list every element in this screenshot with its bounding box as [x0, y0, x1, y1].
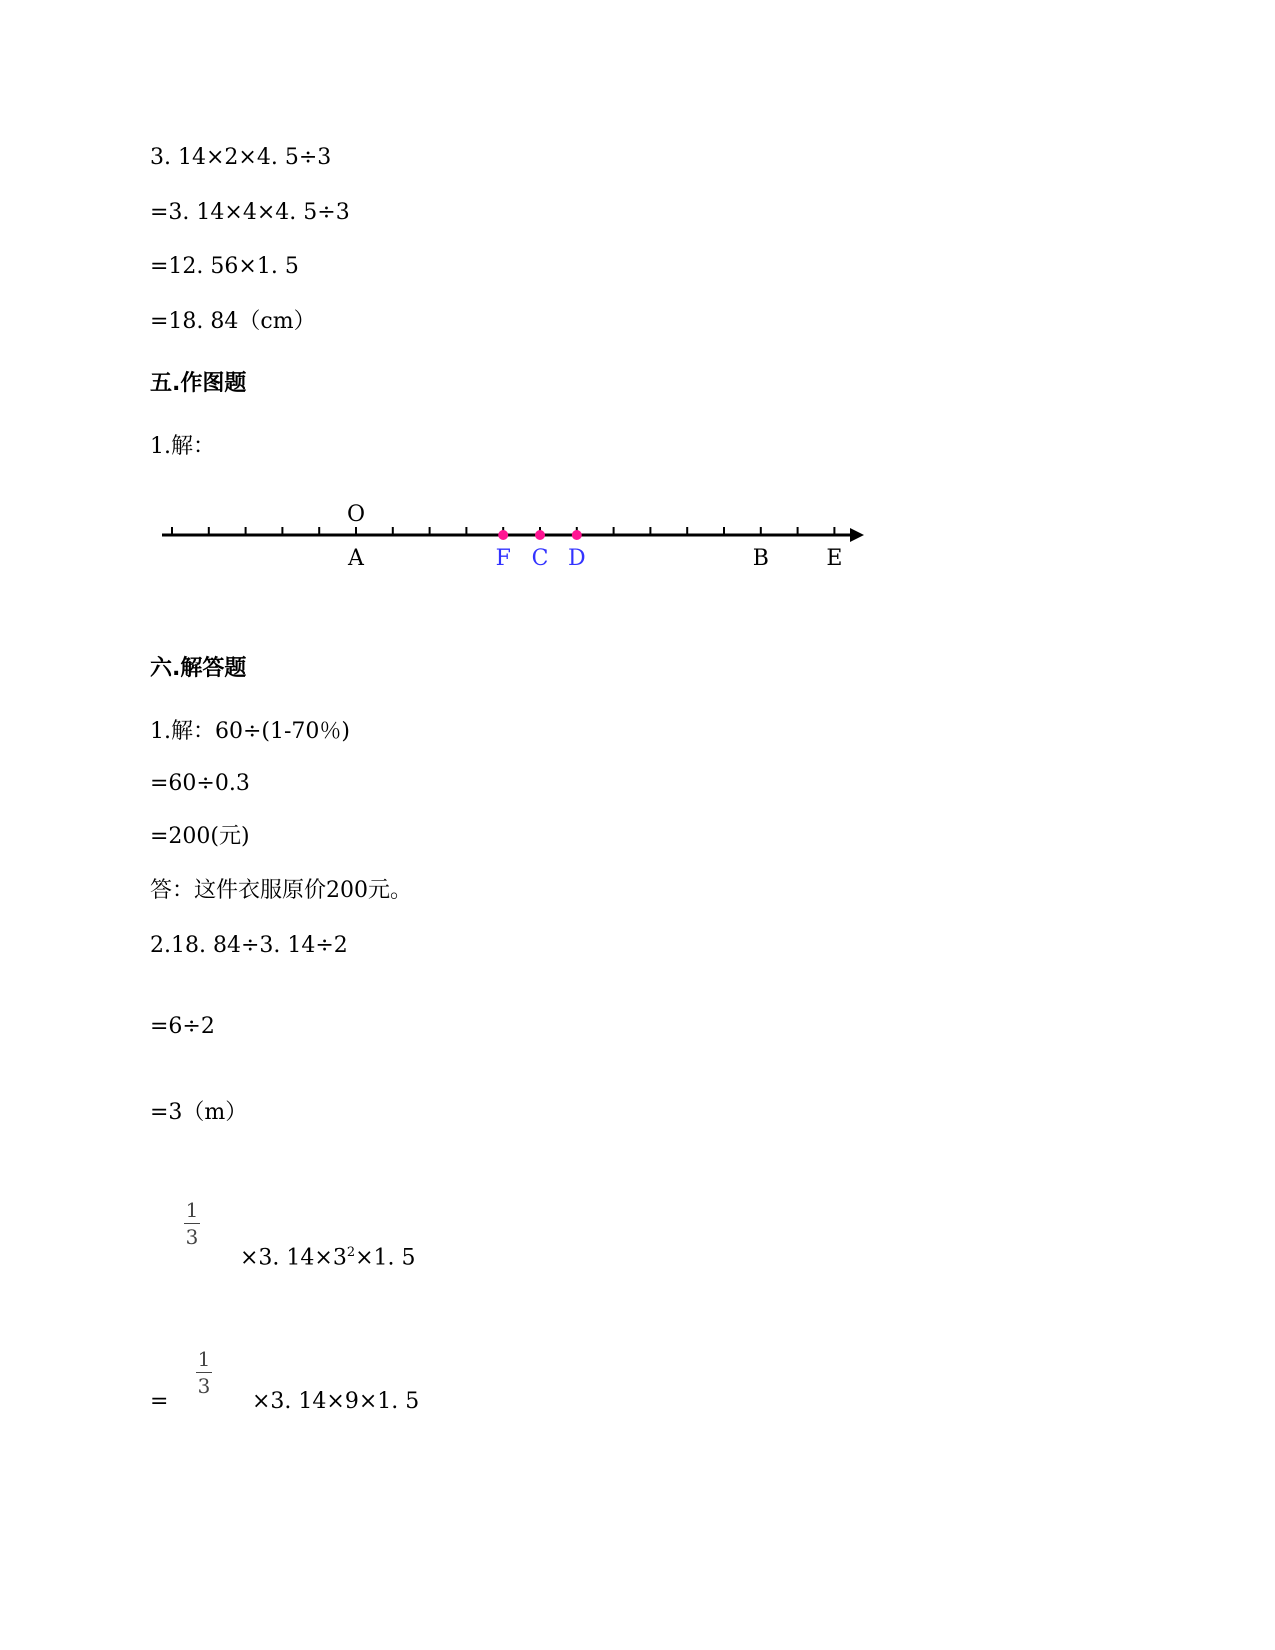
section-five-q1-label: 1.解： [150, 434, 215, 459]
number-line-label-b: B [752, 546, 769, 571]
number-line-label-d: D [567, 546, 586, 571]
q1-line-3: =200(元) [150, 824, 250, 849]
q2-line-1: 2.18. 84÷3. 14÷2 [150, 933, 348, 958]
number-line-label-o: O [346, 502, 366, 527]
fraction-numerator: 1 [197, 1347, 211, 1371]
q2-line-5-rest: ×3. 14×9×1. 5 [252, 1389, 420, 1414]
number-line-arrow [850, 528, 864, 542]
fraction-bar [184, 1223, 200, 1224]
section-six-heading: 六.解答题 [150, 656, 247, 681]
q2-line-4-part-a: ×3. 14×3 [240, 1245, 347, 1271]
q2-line-5-equals: = [150, 1389, 169, 1414]
fraction-denominator: 3 [197, 1374, 211, 1398]
fraction-denominator: 3 [185, 1225, 199, 1249]
q2-line-4 [240, 1239, 416, 1272]
number-line-dot-d [572, 530, 582, 540]
number-line-label-f: F [495, 546, 511, 571]
q2-line-2: =6÷2 [150, 1014, 215, 1039]
fraction-bar [196, 1372, 212, 1373]
calc-line-3: =12. 56×1. 5 [150, 254, 299, 279]
number-line-label-e: E [826, 546, 843, 571]
calc-line-4: =18. 84（cm） [150, 309, 316, 334]
q1-answer: 答：这件衣服原价200元。 [150, 878, 412, 903]
q2-line-4-part-b: ×1. 5 [355, 1245, 416, 1271]
number-line-label-a: A [348, 546, 364, 571]
number-line-dot-f [498, 530, 508, 540]
fraction-numerator: 1 [185, 1198, 199, 1222]
q1-line-2: =60÷0.3 [150, 771, 250, 796]
number-line-dot-c [535, 530, 545, 540]
fraction-one-third-2 [196, 1348, 212, 1397]
fraction-one-third [184, 1199, 200, 1248]
calc-line-1: 3. 14×2×4. 5÷3 [150, 145, 332, 170]
q1-line-1: 1.解：60÷(1-70％) [150, 719, 351, 744]
section-five-heading: 五.作图题 [150, 371, 247, 396]
number-line-figure [150, 495, 870, 585]
q2-line-3: =3（m） [150, 1100, 248, 1125]
number-line-label-c: C [531, 546, 549, 571]
calc-line-2: =3. 14×4×4. 5÷3 [150, 200, 350, 225]
q2-line-4-exponent: 2 [346, 1245, 356, 1260]
